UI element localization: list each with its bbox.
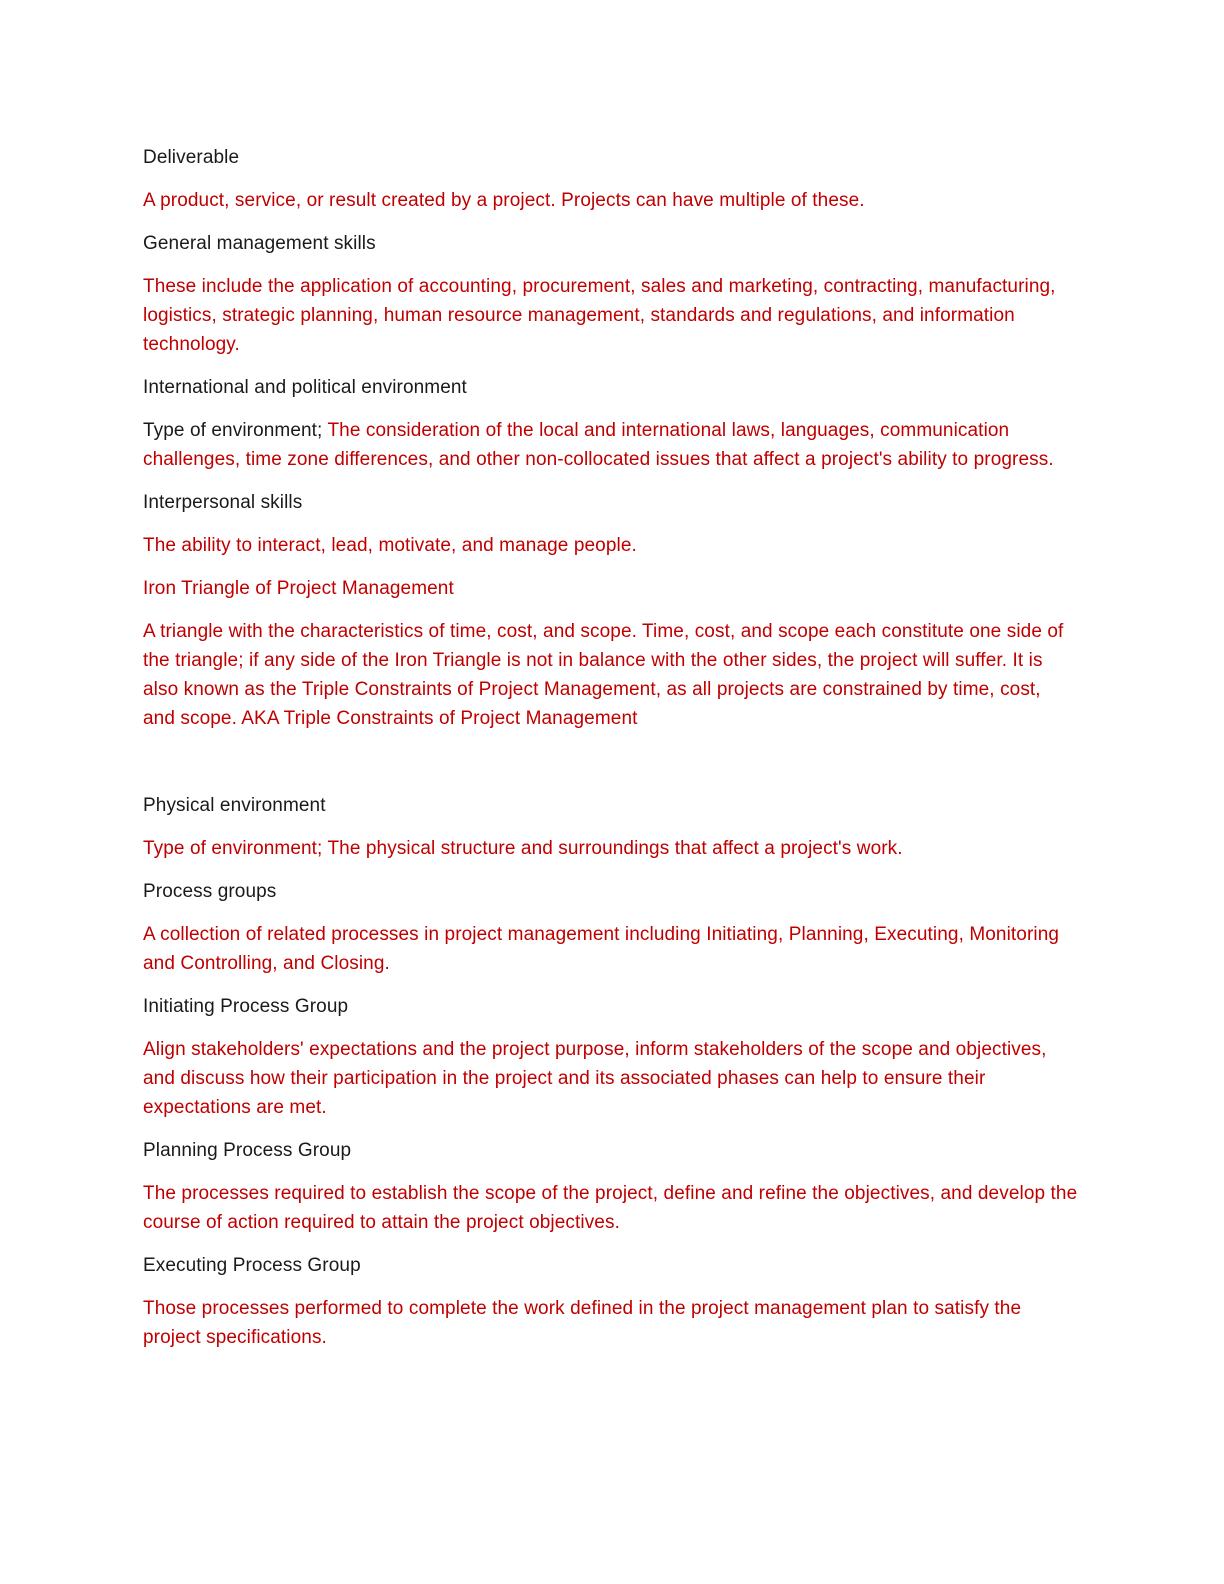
definition-deliverable: A product, service, or result created by a project. Projects can have multiple of these. [143, 190, 865, 211]
term-deliverable: Deliverable [143, 147, 240, 168]
definition-international-political-environment [143, 416, 1078, 474]
spacer [143, 747, 1078, 791]
term-iron-triangle: Iron Triangle of Project Management [143, 578, 454, 599]
term-physical-environment: Physical environment [143, 795, 326, 816]
definition-physical-environment: Type of environment; The physical structure and surroundings that affect a project's work. [143, 838, 903, 859]
term-planning-process-group: Planning Process Group [143, 1140, 352, 1161]
definition-prefix: Type of environment; [143, 420, 328, 441]
term-executing-process-group: Executing Process Group [143, 1255, 361, 1276]
definition-planning-process-group: The processes required to establish the scope of the project, define and refine the objectives, and develop the course of action required to attain the project objectives. [143, 1183, 1078, 1233]
document-page [143, 143, 1078, 1366]
term-process-groups: Process groups [143, 881, 277, 902]
definition-process-groups: A collection of related processes in project management including Initiating, Planning, Executing, Monitoring and Controlling, and Closing. [143, 924, 1060, 974]
term-international-political-environment: International and political environment [143, 377, 467, 398]
term-interpersonal-skills: Interpersonal skills [143, 492, 303, 513]
definition-text: The consideration of the local and international laws, languages, communication challenges, time zone differences, and other non-collocated issues that affect a project's ability to progress. [143, 420, 1054, 470]
definition-interpersonal-skills: The ability to interact, lead, motivate, and manage people. [143, 535, 637, 556]
term-initiating-process-group: Initiating Process Group [143, 996, 349, 1017]
definition-initiating-process-group: Align stakeholders' expectations and the project purpose, inform stakeholders of the scope and objectives, and discuss how their participation in the project and its associated phases can help to ensure their expectations are met. [143, 1039, 1047, 1118]
term-general-management-skills: General management skills [143, 233, 376, 254]
definition-executing-process-group: Those processes performed to complete the work defined in the project management plan to satisfy the project specifications. [143, 1298, 1022, 1348]
definition-iron-triangle: A triangle with the characteristics of time, cost, and scope. Time, cost, and scope each constitute one side of the triangle; if any side of the Iron Triangle is not in balance with the other sides, the project will suffer. It is also known as the Triple Constraints of Project Management, as all projects are constrained by time, cost, and scope. AKA Triple Constraints of Project Management [143, 621, 1064, 729]
definition-general-management-skills: These include the application of accounting, procurement, sales and marketing, contracting, manufacturing, logistics, strategic planning, human resource management, standards and regulations, and information technology. [143, 276, 1056, 355]
